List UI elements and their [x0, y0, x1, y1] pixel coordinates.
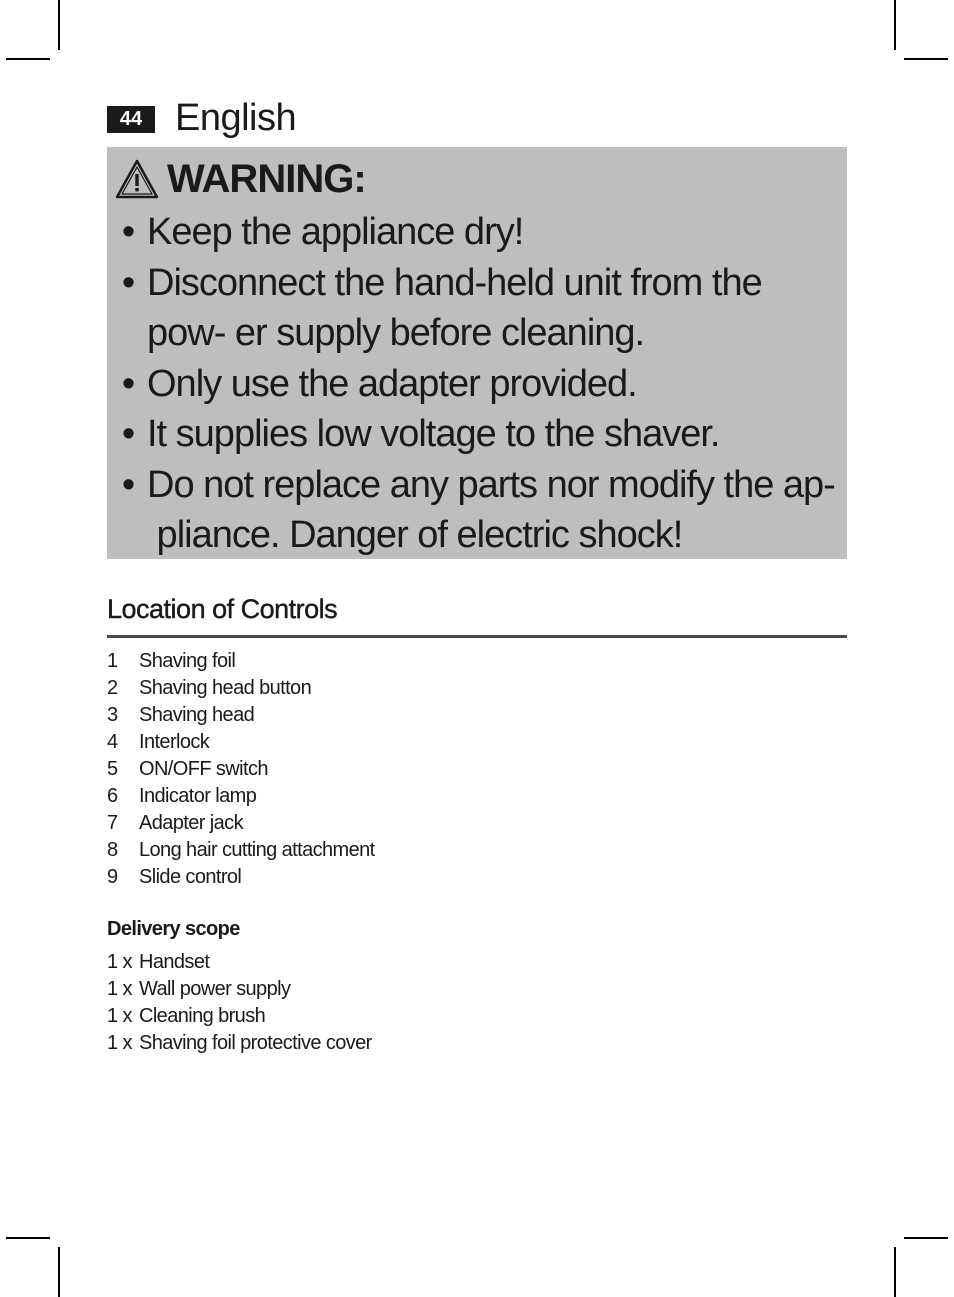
- crop-mark-bottom-right-vertical: [894, 1247, 896, 1297]
- page-header: [107, 96, 296, 140]
- item-number: 1: [107, 650, 118, 672]
- warning-list: [115, 207, 841, 561]
- item-label: Interlock: [139, 731, 210, 753]
- list-item: [107, 783, 375, 810]
- item-number: 5: [107, 758, 118, 780]
- warning-item: [115, 460, 841, 561]
- item-label: Long hair cutting attachment: [139, 839, 375, 861]
- item-label: Shaving head: [139, 704, 255, 726]
- item-number: 4: [107, 731, 118, 753]
- warning-item: [115, 258, 841, 359]
- list-item: [107, 976, 372, 1003]
- list-item: [107, 648, 375, 675]
- warning-item-text: Disconnect the hand-held unit from the pow- er supply before cleaning.: [147, 261, 762, 354]
- warning-item-text: It supplies low voltage to the shaver.: [147, 413, 720, 455]
- item-label: Cleaning brush: [139, 1005, 266, 1027]
- item-quantity: 1 x: [107, 1005, 132, 1027]
- item-label: Shaving head button: [139, 677, 312, 699]
- list-item: [107, 702, 375, 729]
- item-label: Indicator lamp: [139, 785, 257, 807]
- bullet-icon: •: [121, 211, 135, 253]
- warning-item: [115, 409, 841, 460]
- warning-triangle-icon: [115, 158, 161, 200]
- warning-item-text: Only use the adapter provided.: [147, 362, 637, 405]
- item-quantity: 1 x: [107, 978, 132, 1000]
- list-item: [107, 1030, 372, 1057]
- crop-mark-top-left-vertical: [58, 0, 60, 50]
- list-item: [107, 1003, 372, 1030]
- item-number: 3: [107, 704, 118, 726]
- item-number: 7: [107, 812, 118, 834]
- item-number: 9: [107, 866, 118, 888]
- item-number: 2: [107, 677, 118, 699]
- crop-mark-top-left-horizontal: [6, 58, 50, 60]
- warning-heading: [115, 151, 841, 207]
- section-divider: [107, 635, 847, 638]
- list-item: [107, 675, 375, 702]
- warning-box: [107, 147, 847, 559]
- warning-title: WARNING:: [167, 156, 366, 201]
- item-quantity: 1 x: [107, 951, 132, 973]
- item-quantity: 1 x: [107, 1032, 132, 1054]
- item-label: Handset: [139, 951, 210, 973]
- item-label: Shaving foil: [139, 650, 236, 672]
- warning-item-text: Keep the appliance dry!: [147, 211, 524, 253]
- crop-mark-top-right-vertical: [894, 0, 896, 50]
- list-item: [107, 756, 375, 783]
- item-label: Wall power supply: [139, 978, 291, 1000]
- item-number: 8: [107, 839, 118, 861]
- bullet-icon: •: [121, 463, 135, 506]
- controls-list: [107, 648, 375, 891]
- bullet-icon: •: [121, 362, 135, 405]
- item-label: Slide control: [139, 866, 242, 888]
- list-item: [107, 949, 372, 976]
- crop-mark-bottom-right-horizontal: [904, 1237, 948, 1239]
- subsection-title-delivery-scope: Delivery scope: [107, 918, 240, 940]
- item-label: Shaving foil protective cover: [139, 1032, 372, 1054]
- bullet-icon: •: [121, 413, 135, 455]
- crop-mark-top-right-horizontal: [904, 58, 948, 60]
- page-language-title: English: [175, 96, 297, 139]
- bullet-icon: •: [121, 261, 135, 304]
- delivery-scope-list: [107, 949, 372, 1057]
- list-item: [107, 837, 375, 864]
- page-number: 44: [107, 106, 155, 133]
- list-item: [107, 864, 375, 891]
- item-label: Adapter jack: [139, 812, 243, 834]
- item-number: 6: [107, 785, 118, 807]
- warning-item: [115, 207, 841, 258]
- warning-item: [115, 359, 841, 410]
- list-item: [107, 810, 375, 837]
- list-item: [107, 729, 375, 756]
- item-label: ON/OFF switch: [139, 758, 268, 780]
- warning-item-text: Do not replace any parts nor modify the ap- pliance. Danger of electric shock!: [147, 463, 835, 556]
- crop-mark-bottom-left-vertical: [58, 1247, 60, 1297]
- crop-mark-bottom-left-horizontal: [6, 1237, 50, 1239]
- section-title-location-of-controls: Location of Controls: [107, 594, 338, 624]
